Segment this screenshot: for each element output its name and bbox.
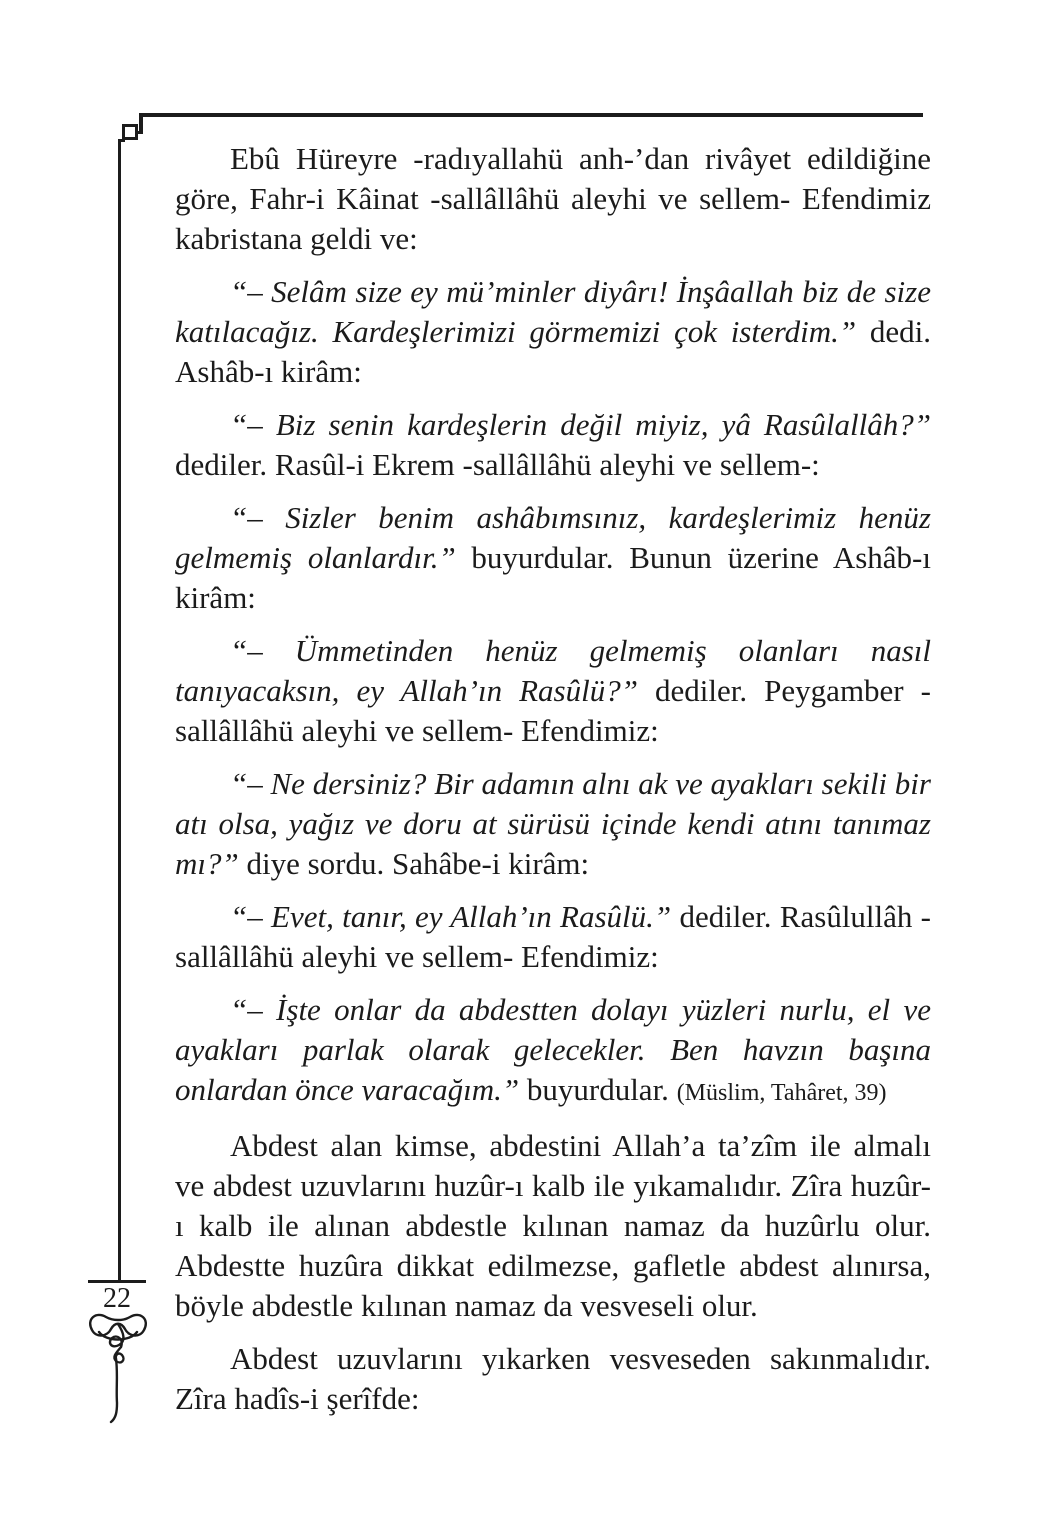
text-segment-regular: Abdest uzuvlarını yıkarken vesveseden sakınmalıdır. Zîra hadîs-i şerîfde: [175,1341,931,1416]
text-block [175,139,931,1432]
paragraph [175,1339,931,1419]
text-segment-italic: “– Evet, tanır, ey Allah’ın Rasûlü.” [230,899,672,934]
text-segment-regular: dediler. Peygamber -sallâllâhü aleyhi ve sellem- Efendimiz: [175,673,932,748]
corner-square-icon [122,124,138,140]
text-segment-regular: buyurdular. Bunun üzerine Ashâb-ı kirâm: [175,540,931,615]
text-segment-italic: “– Ümmetinden henüz gelmemiş olanları nasıl tanıyacaksın, ey Allah’ın Rasûlü?” [175,633,931,708]
text-segment-regular: diye sordu. Sahâbe-i kirâm: [238,846,590,881]
left-border-rule [118,139,121,1281]
text-segment-regular: Ebû Hüreyre -radıyallahü anh-’dan rivâyet edildiğine göre, Fahr-i Kâinat -sallâllâhü aleyhi ve sellem- Efendimiz kabristana geldi ve: [175,141,931,256]
paragraph [175,990,931,1113]
text-segment-regular: dediler. Rasûlullâh -sallâllâhü aleyhi ve sellem- Efendimiz: [175,899,932,974]
text-segment-italic: “– Ne dersiniz? Bir adamın alnı ak ve ayakları sekili bir atı olsa, yağız ve doru at sürüsü içinde kendi atını tanımaz mı?” [175,766,931,881]
text-segment-italic: “– Sizler benim ashâbımsınız, kardeşlerimiz henüz gelmemiş olanlardır.” [175,500,931,575]
paragraph [175,405,931,485]
page-number: 22 [103,1283,131,1314]
tailpiece-ornament-icon [86,1311,150,1426]
paragraph [175,139,931,259]
top-border-rule [142,113,923,117]
paragraph [175,631,931,751]
text-segment-regular: dediler. Rasûl-i Ekrem -sallâllâhü aleyhi ve sellem-: [175,447,820,482]
text-segment-regular: buyurdular. [519,1072,677,1107]
paragraph [175,1126,931,1326]
text-segment-italic: “– İşte onlar da abdestten dolayı yüzleri nurlu, el ve ayakları parlak olarak gelecekler. Ben havzın başına onlardan önce varacağım.” [175,992,931,1107]
paragraph [175,897,931,977]
text-segment-italic: “– Selâm size ey mü’minler diyârı! İnşâallah biz de size katılacağız. Kardeşlerimizi görmemizi çok isterdim.” [175,274,931,349]
text-segment-italic: “– Biz senin kardeşlerin değil miyiz, yâ Rasûlallâh?” [230,407,931,442]
text-segment-citation: (Müslim, Tahâret, 39) [676,1080,887,1106]
paragraph [175,272,931,392]
text-segment-regular: dedi. Ashâb-ı kirâm: [175,314,931,389]
paragraph [175,498,931,618]
text-segment-regular: Abdest alan kimse, abdestini Allah’a ta’zîm ile almalı ve abdest uzuvlarını huzûr-ı kalb ile yıkamalıdır. Zîra huzûr-ı kalb ile alınan abdestle kılınan namaz da huzûrlu olur. Abdestte huzûra dikkat edilmezse, gafletle abdest alınırsa, böyle abdestle kılınan namaz da vesveseli olur. [175,1128,931,1323]
paragraph [175,764,931,884]
